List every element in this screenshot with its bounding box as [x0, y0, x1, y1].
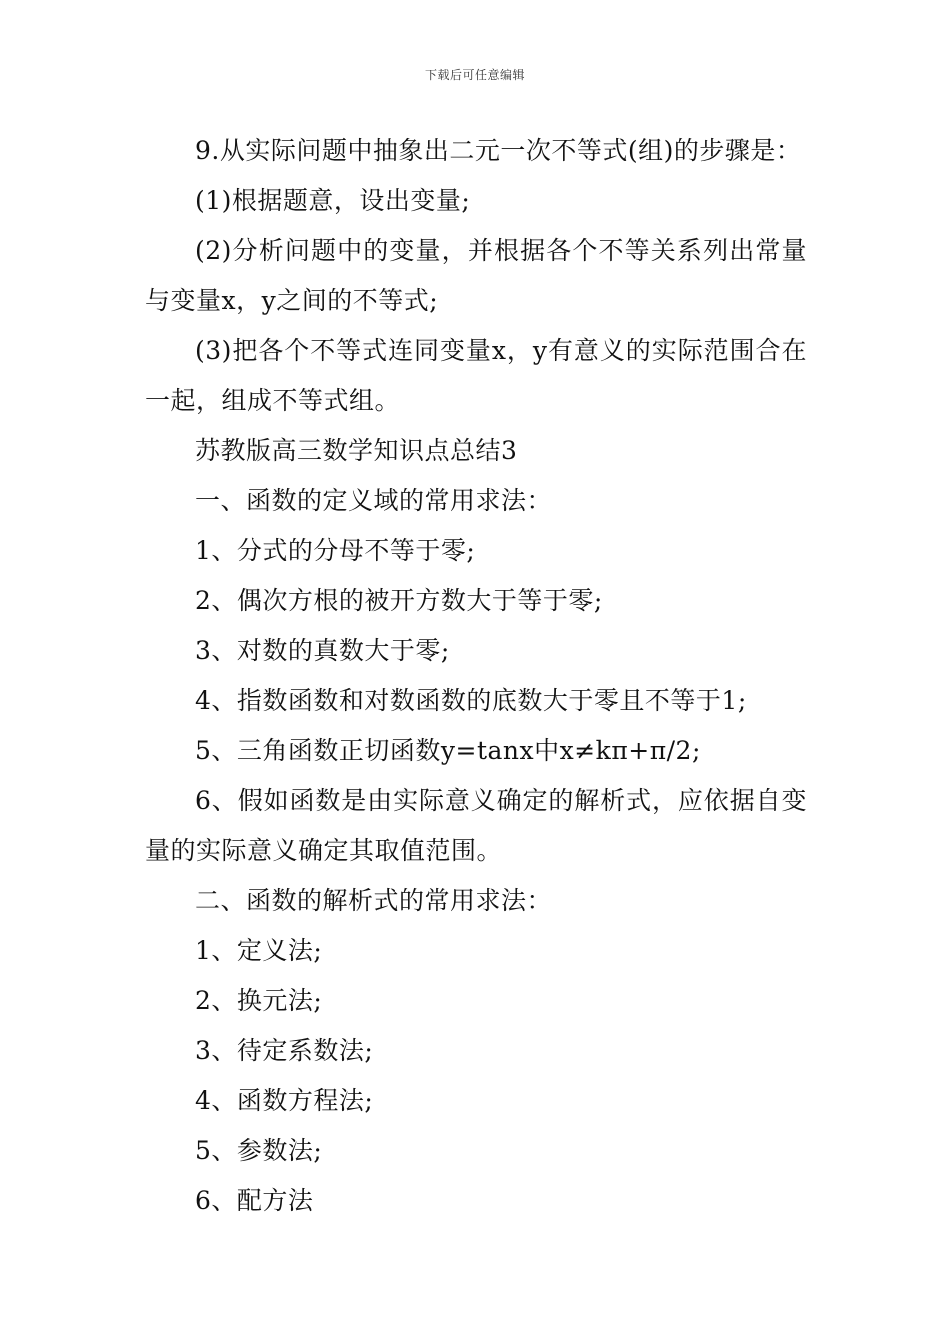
list-item: 3、待定系数法;: [195, 1036, 374, 1065]
list-item: 6、配方法: [195, 1186, 314, 1215]
list-item: 5、参数法;: [195, 1136, 323, 1165]
list-item: 1、定义法;: [195, 936, 323, 965]
document-body: [145, 126, 807, 1226]
list-item: 2、换元法;: [195, 986, 323, 1015]
paragraph-step-2: (2)分析问题中的变量，并根据各个不等关系列出常量与变量x，y之间的不等式;: [145, 236, 807, 315]
list-item: 5、三角函数正切函数y=tanx中x≠kπ+π/2;: [195, 736, 701, 765]
list-item: 4、函数方程法;: [195, 1086, 374, 1115]
page-header-note: 下载后可任意编辑: [424, 68, 525, 82]
heading-expression-methods: 二、函数的解析式的常用求法：: [195, 886, 553, 915]
paragraph-steps-intro: 9.从实际问题中抽象出二元一次不等式(组)的步骤是：: [195, 136, 802, 165]
list-item: 1、分式的分母不等于零;: [195, 536, 476, 565]
heading-domain-methods: 一、函数的定义域的常用求法：: [195, 486, 553, 515]
paragraph-step-1: (1)根据题意，设出变量;: [195, 186, 471, 215]
list-item: 2、偶次方根的被开方数大于等于零;: [195, 586, 603, 615]
section-title: 苏教版高三数学知识点总结3: [195, 436, 518, 465]
paragraph-step-3: (3)把各个不等式连同变量x，y有意义的实际范围合在一起，组成不等式组。: [145, 336, 807, 415]
list-item: 4、指数函数和对数函数的底数大于零且不等于1;: [195, 686, 747, 715]
list-item: 3、对数的真数大于零;: [195, 636, 450, 665]
list-item: 6、假如函数是由实际意义确定的解析式，应依据自变量的实际意义确定其取值范围。: [145, 786, 807, 865]
